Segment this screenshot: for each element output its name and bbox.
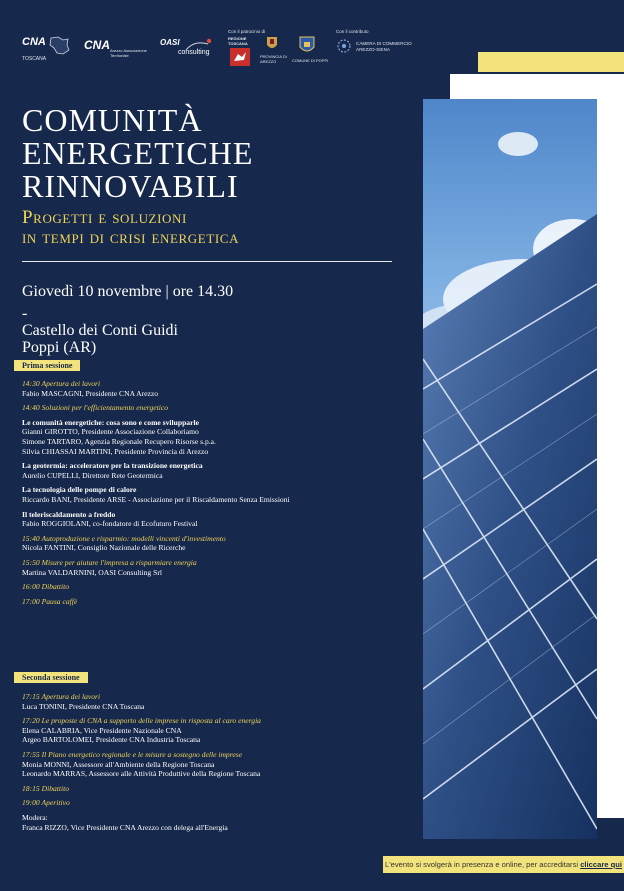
program-time-item: 15:50 Misure per aiutare l'impresa a risparmiare energia — [22, 557, 197, 567]
camera-caption: CAMERA DI COMMERCIO AREZZO-SIENA — [356, 41, 412, 52]
program-time-item: 17:15 Apertura dei lavori — [22, 692, 101, 701]
program-speaker: Silvia CHIASSAI MARTINI, Presidente Provincia di Arezzo — [22, 446, 209, 456]
program-speaker: Fabio MASCAGNI, Presidente CNA Arezzo — [22, 388, 159, 398]
session-2-program — [22, 692, 412, 832]
program-talk-title: La tecnologia delle pompe di calore — [22, 485, 137, 495]
oasi-mark: OASI — [160, 38, 180, 47]
comune-crest-icon — [299, 36, 315, 56]
program-time-item: 15:40 Autoproduzione e risparmio: modelli vincenti d'investimento — [22, 533, 226, 543]
title-divider — [22, 261, 392, 262]
logo-cna-toscana — [22, 36, 74, 64]
title-line-1: COMUNITÀ — [22, 102, 203, 138]
location-line-1: Castello dei Conti Guidi — [22, 322, 178, 339]
program-speaker: Argeo BARTOLOMEI, Presidente CNA Industria Toscana — [22, 735, 201, 745]
program-time-item: 18:15 Dibattito — [22, 783, 70, 793]
logo-regione-toscana — [228, 36, 254, 68]
provincia-caption: PROVINCIA DI AREZZO — [260, 54, 287, 64]
cna-arezzo-caption: Arezzo Associazione Territoriale — [110, 48, 147, 58]
registration-text: L'evento si svolgerà in presenza e online, per accreditarsi — [384, 860, 579, 869]
oasi-caption: consulting — [178, 49, 210, 56]
event-subtitle — [22, 208, 382, 248]
event-location — [22, 305, 282, 356]
program-speaker: Luca TONINI, Presidente CNA Toscana — [22, 701, 145, 711]
subtitle-line-2: in tempi di crisi energetica — [22, 227, 240, 248]
program-speaker: Leonardo MARRAS, Assessore alle Attività Produttive della Regione Toscana — [22, 769, 261, 779]
event-title — [22, 104, 322, 203]
contributo-label: Con il contributo — [336, 29, 369, 34]
program-speaker: Aurelio CUPELLI, Direttore Rete Geotermica — [22, 470, 163, 480]
cna-toscana-caption: TOSCANA — [22, 56, 47, 62]
registration-banner — [383, 856, 624, 873]
tuscany-map-icon — [48, 36, 70, 56]
program-speaker: Modera: — [22, 812, 48, 822]
program-talk-title: Il teleriscaldamento a freddo — [22, 509, 116, 519]
title-line-2: ENERGETICHE — [22, 135, 254, 171]
program-talk-title: La geotermia: acceleratore per la transizione energetica — [22, 461, 203, 471]
session-1-program — [22, 379, 412, 606]
program-speaker: Franca RIZZO, Vice Presidente CNA Arezzo con delega all'Energia — [22, 822, 228, 832]
logo-provincia-arezzo — [260, 36, 286, 68]
logo-cna-arezzo — [84, 38, 152, 62]
subtitle-line-1: Progetti e soluzioni — [22, 207, 187, 228]
program-time-item: 17:00 Pausa caffè — [22, 596, 78, 606]
regione-caption: REGIONE TOSCANA — [228, 36, 248, 46]
comune-caption: COMUNE DI POPPI — [292, 58, 329, 63]
program-talk-title: Le comunità energetiche: cosa sono e come svilupparle — [22, 417, 199, 427]
program-time-item: 17:55 Il Piano energetico regionale e le misure a sostegno delle imprese — [22, 749, 243, 759]
session-2-badge: Seconda sessione — [14, 672, 88, 683]
cna-arezzo-mark: CNA — [84, 38, 110, 52]
program-speaker: Fabio ROGGIOLANI, co-fondatore di Ecofuturo Festival — [22, 519, 198, 529]
camera-network-icon — [336, 38, 352, 54]
solar-panel-photo — [423, 99, 597, 839]
pegasus-flag-icon — [230, 48, 250, 66]
program-time-item: 14:30 Apertura dei lavori — [22, 379, 101, 388]
program-speaker: Nicola FANTINI, Consiglio Nazionale delle Ricerche — [22, 543, 186, 553]
program-speaker: Gianni GIROTTO, Presidente Associazione Collaboriamo — [22, 427, 199, 437]
event-date-time: Giovedì 10 novembre | ore 14.30 — [22, 283, 234, 300]
title-line-3: RINNOVABILI — [22, 168, 239, 204]
program-speaker: Elena CALABRIA, Vice Presidente Nazionale CNA — [22, 725, 182, 735]
session-1-badge: Prima sessione — [14, 360, 80, 371]
logo-comune-poppi — [292, 36, 329, 68]
provincia-crest-icon — [266, 36, 278, 52]
logo-oasi-consulting — [160, 36, 216, 62]
program-time-item: 16:00 Dibattito — [22, 582, 70, 592]
location-separator: - — [22, 305, 28, 322]
register-link[interactable]: cliccare qui — [580, 860, 622, 869]
program-speaker: Riccardo BANI, Presidente ARSE - Associazione per il Riscaldamento Senza Emissioni — [22, 494, 290, 504]
program-time-item: 19:00 Aperitivo — [22, 798, 70, 808]
patrocinio-label: Con il patrocinio di — [228, 29, 266, 34]
cna-toscana-mark: CNA — [22, 36, 46, 48]
program-time-item: 14:40 Soluzioni per l'efficientamento energetico — [22, 403, 169, 413]
program-speaker: Monia MONNI, Assessore all'Ambiente della Regione Toscana — [22, 759, 215, 769]
logo-camera-commercio — [336, 38, 426, 58]
program-time-item: 17:20 Le proposte di CNA a supporto delle imprese in risposta al caro energia — [22, 716, 261, 726]
accent-bar-yellow — [478, 52, 624, 72]
program-speaker: Martina VALDARNINI, OASI Consulting Srl — [22, 567, 162, 577]
program-speaker: Simone TARTARO, Agenzia Regionale Recupero Risorse s.p.a. — [22, 436, 216, 446]
location-line-2: Poppi (AR) — [22, 339, 97, 356]
